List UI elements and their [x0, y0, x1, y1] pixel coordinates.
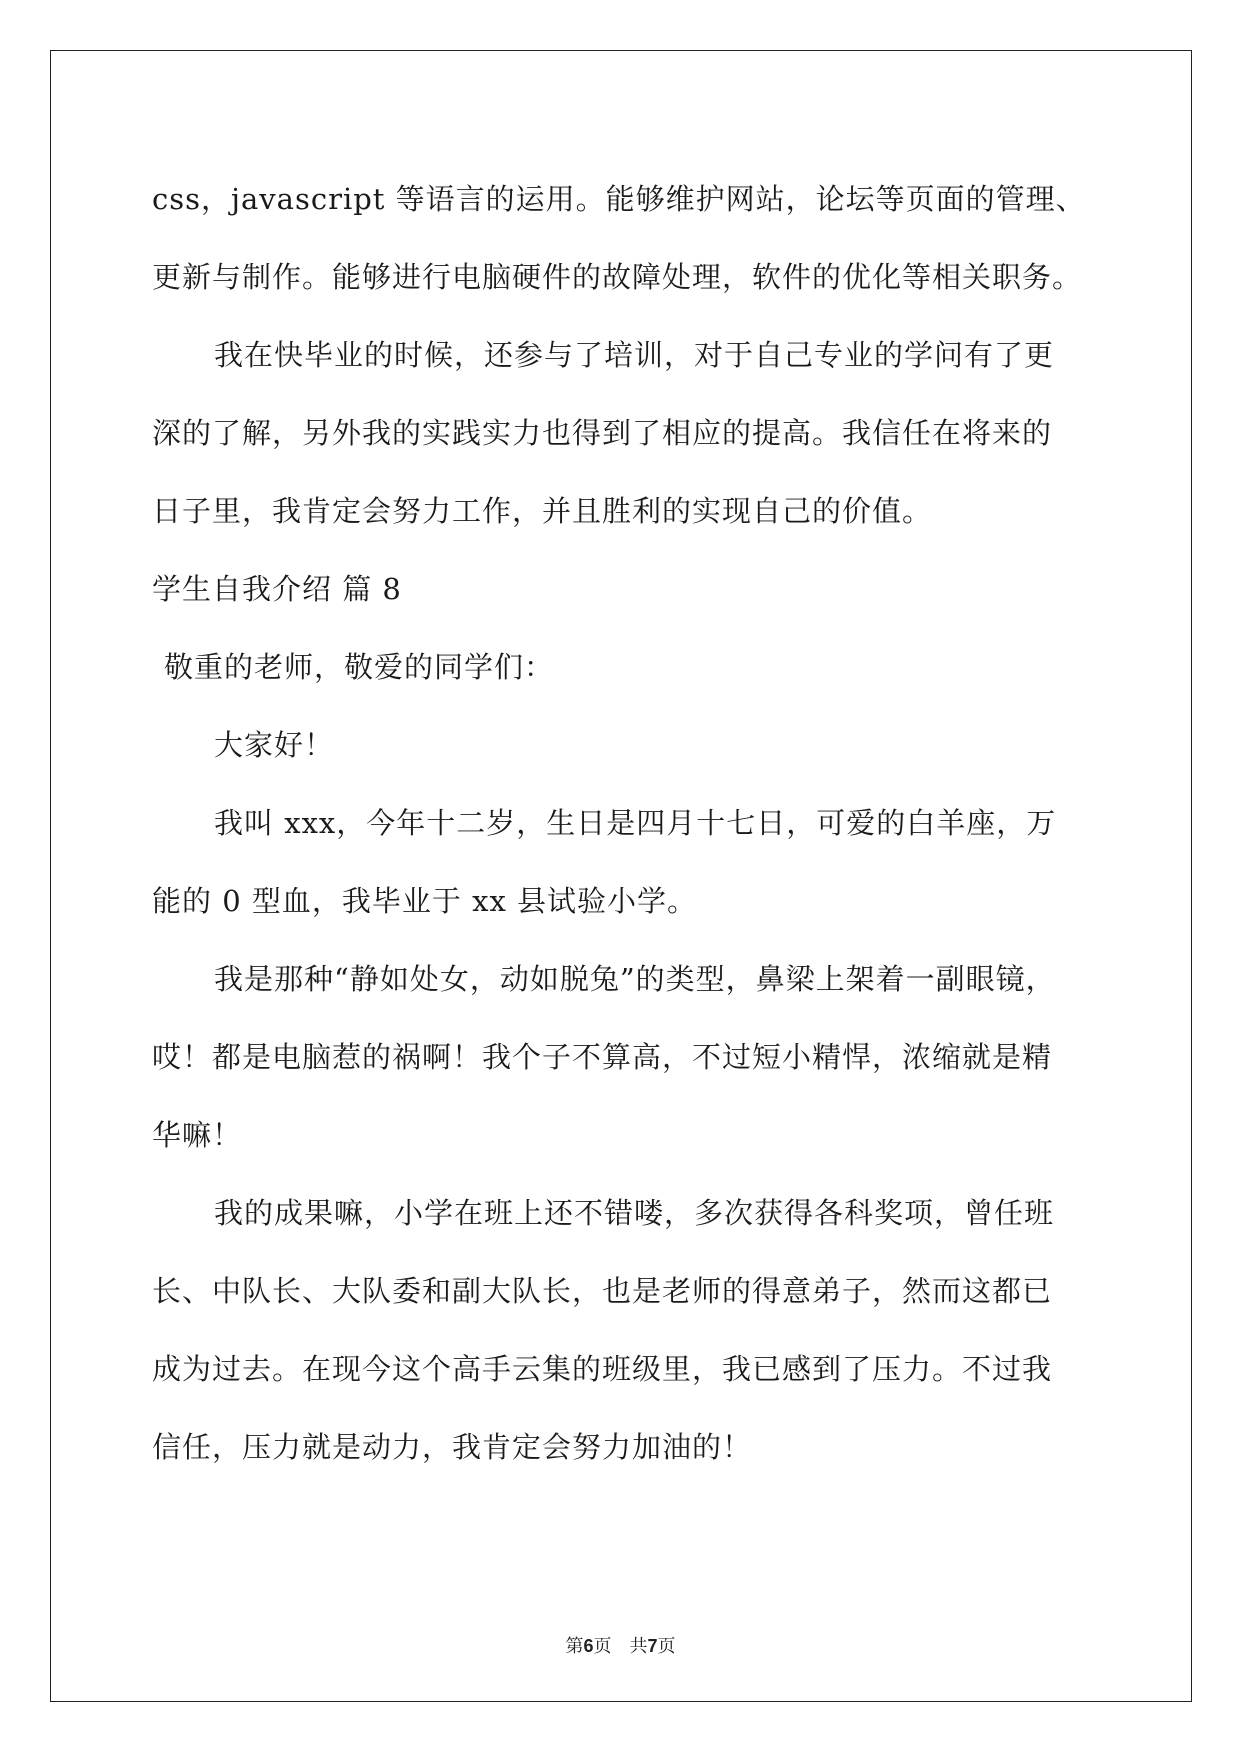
text-line: css，javascript 等语言的运用。能够维护网站，论坛等页面的管理、 [152, 182, 1086, 216]
section-heading: 学生自我介绍 篇 8 [152, 572, 402, 606]
text-line: 能的 0 型血，我毕业于 xx 县试验小学。 [152, 884, 698, 918]
text-line: 深的了解，另外我的实践实力也得到了相应的提高。我信任在将来的 [152, 416, 1053, 450]
text-line: 我的成果嘛，小学在班上还不错喽，多次获得各科奖项，曾任班 [214, 1196, 1055, 1230]
text-line: 长、中队长、大队委和副大队长，也是老师的得意弟子，然而这都已 [152, 1274, 1053, 1308]
page-footer [0, 1632, 1241, 1658]
text-line: 更新与制作。能够进行电脑硬件的故障处理，软件的优化等相关职务。 [152, 260, 1083, 294]
salutation: 敬重的老师，敬爱的同学们： [164, 650, 555, 684]
text-line: 大家好！ [214, 728, 335, 762]
document-body [152, 160, 1097, 1486]
text-line: 日子里，我肯定会努力工作，并且胜利的实现自己的价值。 [152, 494, 933, 528]
footer-suffix: 页 [657, 1636, 676, 1657]
text-line: 成为过去。在现今这个高手云集的班级里，我已感到了压力。不过我 [152, 1352, 1053, 1386]
text-line: 我是那种“静如处女，动如脱兔”的类型，鼻梁上架着一副眼镜， [214, 962, 1056, 996]
text-line: 我在快毕业的时候，还参与了培训，对于自己专业的学问有了更 [214, 338, 1055, 372]
total-pages-number: 7 [647, 1636, 658, 1656]
current-page-number: 6 [583, 1636, 594, 1656]
footer-prefix: 第 [565, 1636, 584, 1657]
footer-mid: 页 共 [593, 1636, 648, 1657]
text-line: 我叫 xxx，今年十二岁，生日是四月十七日，可爱的白羊座，万 [214, 806, 1057, 840]
text-line: 哎！都是电脑惹的祸啊！我个子不算高，不过短小精悍，浓缩就是精 [152, 1040, 1053, 1074]
text-line: 华嘛！ [152, 1118, 243, 1152]
text-line: 信任，压力就是动力，我肯定会努力加油的！ [152, 1430, 753, 1464]
